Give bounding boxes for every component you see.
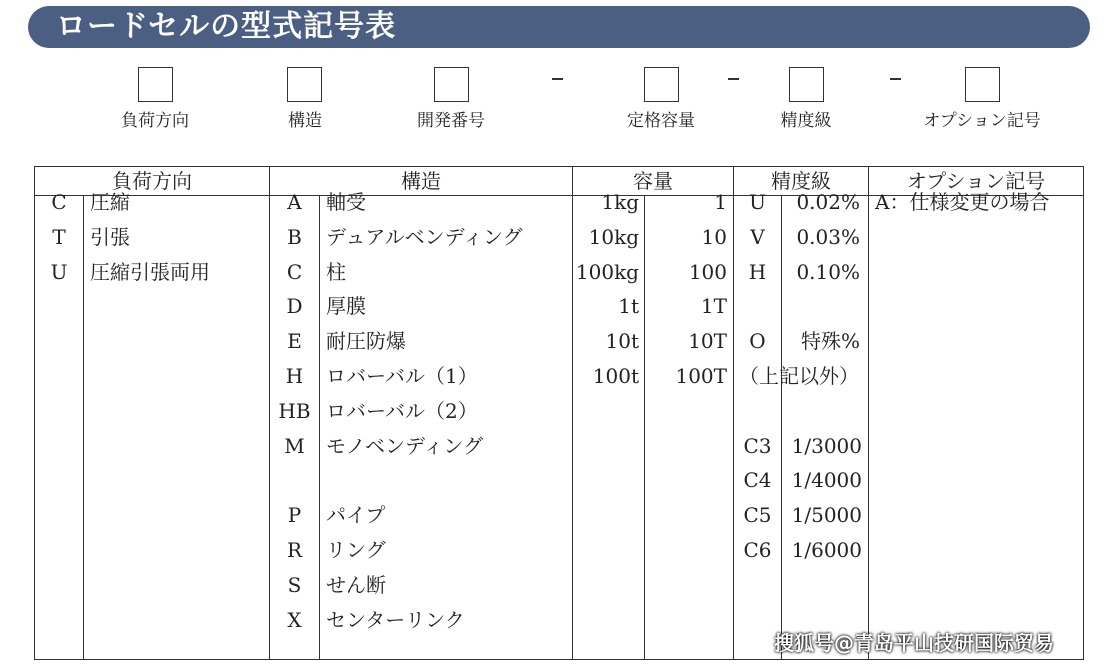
code-label-option: オプション記号 bbox=[923, 111, 1041, 131]
load-direction-code: U bbox=[50, 259, 68, 284]
structure-label: モノベンディング bbox=[326, 433, 483, 458]
accuracy-value: 0.03% bbox=[796, 224, 860, 249]
structure-label: パイプ bbox=[326, 503, 386, 528]
load-direction-code: T bbox=[52, 224, 66, 249]
code-box-option bbox=[965, 67, 1000, 102]
structure-code: C bbox=[286, 259, 303, 284]
structure-label: 軸受 bbox=[326, 190, 366, 214]
accuracy-code: V bbox=[750, 224, 765, 249]
separator-dash bbox=[890, 78, 901, 80]
structure-code: X bbox=[287, 607, 302, 632]
structure-code: D bbox=[286, 294, 303, 319]
column-divider bbox=[868, 167, 869, 659]
accuracy-class-code: C6 bbox=[743, 538, 772, 562]
accuracy-note: （上記以外） bbox=[739, 364, 859, 388]
model-code-table bbox=[34, 166, 1084, 660]
subcolumn-divider bbox=[83, 195, 84, 659]
capacity-code: 10T bbox=[688, 329, 727, 354]
accuracy-code: O bbox=[749, 329, 766, 354]
accuracy-class-value: 1/4000 bbox=[791, 468, 862, 493]
code-box-load-direction bbox=[138, 67, 173, 102]
header-capacity: 容量 bbox=[633, 169, 673, 193]
accuracy-class-code: C3 bbox=[743, 433, 772, 458]
header-load-direction: 負荷方向 bbox=[112, 169, 192, 193]
capacity-value: 1t bbox=[618, 294, 639, 319]
capacity-code: 1 bbox=[714, 190, 727, 214]
code-label-accuracy-class: 精度級 bbox=[780, 111, 832, 131]
code-label-structure: 構造 bbox=[288, 111, 322, 131]
watermark: 搜狐号@青岛平山技研国际贸易 bbox=[774, 631, 1054, 655]
structure-label: 耐圧防爆 bbox=[326, 329, 406, 354]
accuracy-value: 0.10% bbox=[796, 259, 860, 284]
header-accuracy-class: 精度級 bbox=[771, 169, 831, 193]
accuracy-value: 特殊% bbox=[800, 329, 860, 354]
code-label-development-number: 開発番号 bbox=[417, 111, 485, 131]
code-box-rated-capacity bbox=[644, 67, 679, 102]
structure-label: ロバーバル（1） bbox=[326, 364, 478, 388]
structure-label: ロバーバル（2） bbox=[326, 398, 478, 423]
structure-label: リング bbox=[326, 538, 386, 562]
code-box-development-number bbox=[434, 67, 469, 102]
capacity-value: 10t bbox=[605, 329, 639, 354]
subcolumn-divider bbox=[319, 195, 320, 659]
accuracy-class-value: 1/6000 bbox=[791, 538, 862, 562]
capacity-code: 10 bbox=[701, 224, 727, 249]
capacity-value: 100kg bbox=[575, 259, 639, 284]
accuracy-value: 0.02% bbox=[796, 190, 860, 214]
structure-code: P bbox=[287, 503, 302, 528]
code-box-accuracy-class bbox=[789, 67, 824, 102]
separator-dash bbox=[552, 78, 563, 80]
capacity-value: 1kg bbox=[601, 190, 639, 214]
capacity-value: 100t bbox=[592, 364, 639, 388]
header-option: オプション記号 bbox=[906, 169, 1046, 193]
accuracy-class-code: C4 bbox=[743, 468, 772, 493]
load-direction-label: 圧縮引張両用 bbox=[90, 259, 210, 284]
structure-label: せん断 bbox=[326, 572, 386, 597]
load-direction-code: C bbox=[51, 190, 67, 214]
header-structure: 構造 bbox=[401, 169, 441, 193]
accuracy-class-code: C5 bbox=[743, 503, 772, 528]
structure-code: S bbox=[287, 572, 302, 597]
structure-code: B bbox=[287, 224, 302, 249]
code-label-rated-capacity: 定格容量 bbox=[627, 111, 695, 131]
capacity-code: 100 bbox=[688, 259, 727, 284]
accuracy-class-value: 1/5000 bbox=[791, 503, 862, 528]
load-direction-label: 引張 bbox=[90, 224, 130, 249]
title-banner bbox=[28, 6, 1090, 48]
capacity-code: 100T bbox=[675, 364, 727, 388]
structure-code: H bbox=[285, 364, 304, 388]
separator-dash bbox=[728, 78, 739, 80]
code-box-structure bbox=[287, 67, 322, 102]
capacity-value: 10kg bbox=[588, 224, 639, 249]
structure-label: 柱 bbox=[326, 259, 346, 284]
capacity-code: 1T bbox=[700, 294, 727, 319]
structure-code: A bbox=[287, 190, 302, 214]
structure-label: 厚膜 bbox=[326, 294, 366, 319]
structure-code: R bbox=[286, 538, 303, 562]
structure-code: HB bbox=[278, 398, 311, 423]
load-direction-label: 圧縮 bbox=[90, 190, 130, 214]
accuracy-class-value: 1/3000 bbox=[791, 433, 862, 458]
code-label-load-direction: 負荷方向 bbox=[121, 111, 189, 131]
accuracy-code: U bbox=[749, 190, 766, 214]
page-title: ロードセルの型式記号表 bbox=[56, 9, 397, 44]
accuracy-code: H bbox=[748, 259, 767, 284]
structure-label: デュアルベンディング bbox=[326, 224, 523, 249]
structure-code: M bbox=[284, 433, 305, 458]
structure-code: E bbox=[287, 329, 302, 354]
structure-label: センターリンク bbox=[326, 607, 465, 632]
option-text: A：仕様変更の場合 bbox=[875, 190, 1050, 214]
